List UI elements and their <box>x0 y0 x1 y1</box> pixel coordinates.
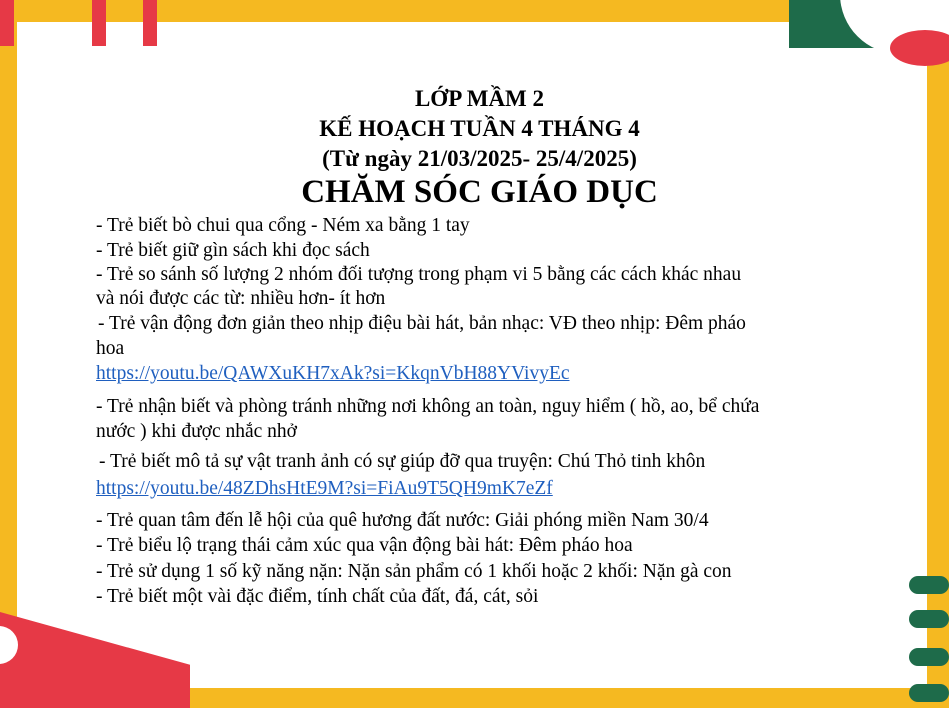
list-item: - Trẻ quan tâm đến lễ hội của quê hương đất nước: Giải phóng miền Nam 30/4 <box>96 510 709 531</box>
list-item: - Trẻ vận động đơn giản theo nhịp điệu bài hát, bản nhạc: VĐ theo nhịp: Đêm pháo <box>98 313 746 334</box>
list-item: - Trẻ biểu lộ trạng thái cảm xúc qua vận động bài hát: Đêm pháo hoa <box>96 535 633 556</box>
list-item: - Trẻ biết bò chui qua cổng - Ném xa bằng 1 tay <box>96 215 470 236</box>
list-item: - Trẻ biết mô tả sự vật tranh ảnh có sự giúp đỡ qua truyện: Chú Thỏ tinh khôn <box>99 451 706 472</box>
list-item: và nói được các từ: nhiều hơn- ít hơn <box>96 288 386 309</box>
video-link-2[interactable]: https://youtu.be/48ZDhsHtE9M?si=FiAu9T5QH9mK7eZf <box>96 478 553 499</box>
section-title-heading: CHĂM SÓC GIÁO DỤC <box>301 174 658 210</box>
list-item: - Trẻ biết một vài đặc điểm, tính chất của đất, đá, cát, sỏi <box>96 586 539 607</box>
list-item: nước ) khi được nhắc nhở <box>96 421 297 442</box>
date-range-heading: (Từ ngày 21/03/2025- 25/4/2025) <box>322 146 637 171</box>
video-link-1[interactable]: https://youtu.be/QAWXuKH7xAk?si=KkqnVbH88YVivyEc <box>96 363 570 384</box>
list-item: - Trẻ nhận biết và phòng tránh những nơi không an toàn, nguy hiểm ( hồ, ao, bể chứa <box>96 396 760 417</box>
list-item: hoa <box>96 338 125 359</box>
list-item: - Trẻ biết giữ gìn sách khi đọc sách <box>96 240 370 261</box>
plan-title-heading: KẾ HOẠCH TUẦN 4 THÁNG 4 <box>319 116 640 141</box>
class-name-heading: LỚP MẦM 2 <box>414 86 545 111</box>
list-item: - Trẻ so sánh số lượng 2 nhóm đối tượng trong phạm vi 5 bằng các cách khác nhau <box>96 264 742 285</box>
list-item: - Trẻ sử dụng 1 số kỹ năng nặn: Nặn sản phẩm có 1 khối hoặc 2 khối: Nặn gà con <box>96 561 732 582</box>
